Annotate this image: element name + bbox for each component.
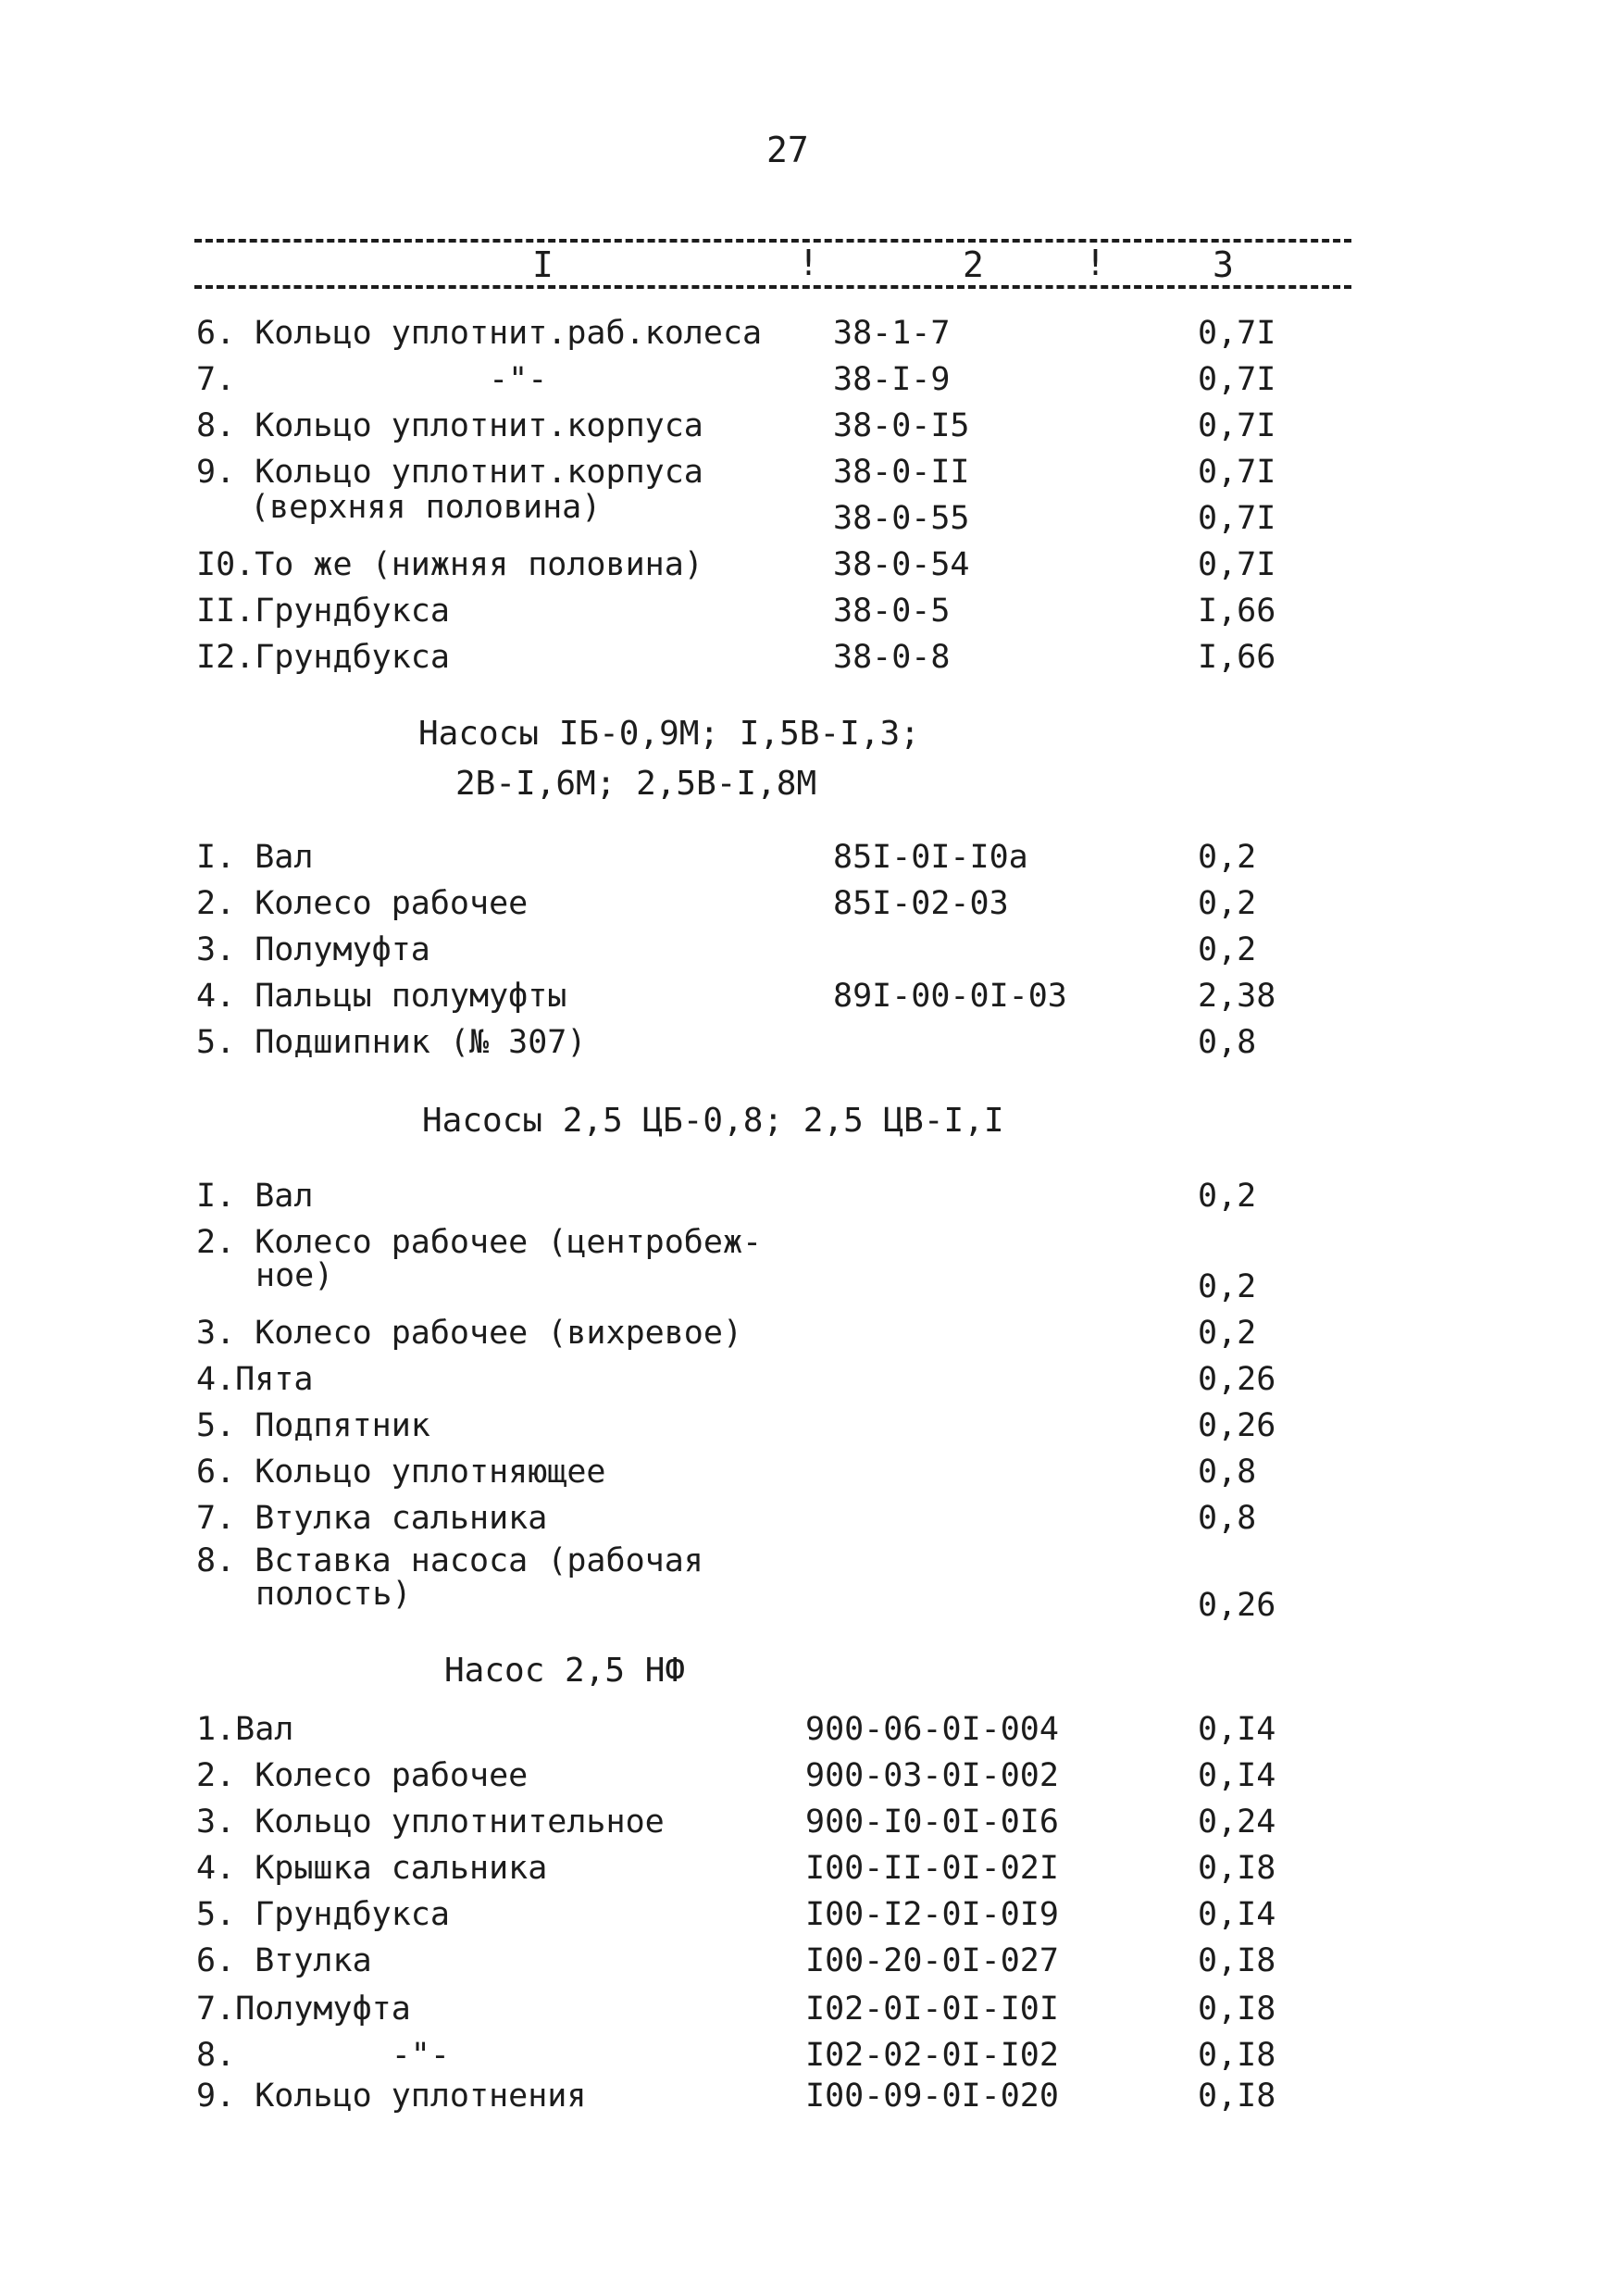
item-value: 0,2 xyxy=(1198,931,1257,968)
table-row xyxy=(0,2037,1618,2083)
item-name-continuation: полость) xyxy=(255,1576,412,1613)
table-row xyxy=(0,593,1618,639)
item-value: 0,7I xyxy=(1198,546,1276,583)
item-name: 8. Кольцо уплотнит.корпуса xyxy=(196,407,703,444)
item-name-continuation: (верхняя половина) xyxy=(250,489,602,526)
item-value: 0,8 xyxy=(1198,1500,1257,1537)
item-code: 38-I-9 xyxy=(833,361,951,398)
item-code: I00-I2-0I-0I9 xyxy=(805,1896,1059,1933)
item-value: 0,7I xyxy=(1198,361,1276,398)
item-code: 89I-00-0I-03 xyxy=(833,978,1067,1015)
item-name: 2. Колесо рабочее (центробеж- xyxy=(196,1224,763,1261)
header-separator-1: ! xyxy=(798,243,819,283)
header-col-1: I xyxy=(532,244,554,285)
item-name: 7. -"- xyxy=(196,361,548,398)
table-row xyxy=(0,361,1618,407)
item-name-continuation: ное) xyxy=(255,1257,334,1294)
item-name: 2. Колесо рабочее xyxy=(196,1757,529,1794)
item-code: 900-06-0I-004 xyxy=(805,1711,1059,1748)
item-code: 38-0-5 xyxy=(833,593,951,630)
item-code: 38-0-55 xyxy=(833,500,970,537)
item-name: 4. Крышка сальника xyxy=(196,1850,548,1887)
item-value: 0,2 xyxy=(1198,1315,1257,1352)
item-code: 38-0-8 xyxy=(833,639,951,676)
item-code: 900-I0-0I-0I6 xyxy=(805,1803,1059,1841)
table-row xyxy=(0,489,1618,535)
item-name: 5. Грундбукса xyxy=(196,1896,450,1933)
item-name: 1.Вал xyxy=(196,1711,294,1748)
item-value: 0,I8 xyxy=(1198,1990,1276,2028)
item-code: 38-0-II xyxy=(833,454,970,491)
item-value: 0,7I xyxy=(1198,500,1276,537)
item-name: 7. Втулка сальника xyxy=(196,1500,548,1537)
table-row xyxy=(0,978,1618,1024)
item-value: 0,2 xyxy=(1198,885,1257,922)
item-name: 6. Кольцо уплотнит.раб.колеса xyxy=(196,315,763,352)
item-value: 0,I4 xyxy=(1198,1896,1276,1933)
table-row xyxy=(0,2078,1618,2124)
item-value: 0,8 xyxy=(1198,1024,1257,1061)
section-title-continuation: 2В-I,6М; 2,5В-I,8М xyxy=(455,765,817,803)
item-value: I,66 xyxy=(1198,593,1276,630)
item-value: 0,26 xyxy=(1198,1587,1276,1624)
item-name: I0.То же (нижняя половина) xyxy=(196,546,703,583)
item-name: 3. Полумуфта xyxy=(196,931,430,968)
item-code: 38-0-I5 xyxy=(833,407,970,444)
table-row xyxy=(0,1803,1618,1850)
item-code: I02-02-0I-I02 xyxy=(805,2037,1059,2074)
item-name: 8. -"- xyxy=(196,2037,450,2074)
item-code: I02-0I-0I-I0I xyxy=(805,1990,1059,2028)
table-row xyxy=(0,546,1618,593)
table-row xyxy=(0,885,1618,931)
item-code: 85I-02-03 xyxy=(833,885,1009,922)
item-value: 0,I4 xyxy=(1198,1757,1276,1794)
item-name: 9. Кольцо уплотнит.корпуса xyxy=(196,454,703,491)
item-value: 0,2 xyxy=(1198,839,1257,876)
item-name: I. Вал xyxy=(196,1178,314,1215)
section-title: Насос 2,5 НФ xyxy=(444,1652,686,1690)
item-name: 3. Кольцо уплотнительное xyxy=(196,1803,665,1841)
table-row xyxy=(0,931,1618,978)
table-row xyxy=(0,1711,1618,1757)
item-name: 7.Полумуфта xyxy=(196,1990,411,2028)
item-value: 0,8 xyxy=(1198,1454,1257,1491)
item-name: 5. Подшипник (№ 307) xyxy=(196,1024,587,1061)
item-value: 0,26 xyxy=(1198,1407,1276,1444)
table-row xyxy=(0,1850,1618,1896)
section-title: Насосы 2,5 ЦБ-0,8; 2,5 ЦВ-I,I xyxy=(422,1102,1004,1140)
item-value: 0,2 xyxy=(1198,1268,1257,1305)
item-code: 900-03-0I-002 xyxy=(805,1757,1059,1794)
item-value: 0,7I xyxy=(1198,315,1276,352)
item-value: 0,I8 xyxy=(1198,1942,1276,1979)
table-row xyxy=(0,639,1618,685)
section-title: Насосы IБ-0,9М; I,5В-I,3; xyxy=(418,715,920,753)
table-row xyxy=(0,1257,1618,1304)
item-value: 0,2 xyxy=(1198,1178,1257,1215)
item-name: II.Грундбукса xyxy=(196,593,450,630)
table-row xyxy=(0,1407,1618,1454)
item-value: 0,7I xyxy=(1198,407,1276,444)
page-number: 27 xyxy=(766,130,809,170)
item-name: 4. Пальцы полумуфты xyxy=(196,978,567,1015)
item-name: I2.Грундбукса xyxy=(196,639,450,676)
item-name: 2. Колесо рабочее xyxy=(196,885,529,922)
item-value: 0,I8 xyxy=(1198,2037,1276,2074)
item-name: 3. Колесо рабочее (вихревое) xyxy=(196,1315,743,1352)
table-row xyxy=(0,1990,1618,2037)
item-code: I00-20-0I-027 xyxy=(805,1942,1059,1979)
item-name: 4.Пята xyxy=(196,1361,314,1398)
item-code: I00-09-0I-020 xyxy=(805,2078,1059,2115)
table-row xyxy=(0,1757,1618,1803)
item-code: 38-0-54 xyxy=(833,546,970,583)
table-row xyxy=(0,1178,1618,1224)
header-col-3: 3 xyxy=(1213,244,1234,285)
header-top-rule xyxy=(194,239,1351,243)
header-separator-2: ! xyxy=(1085,243,1106,283)
item-code: I00-II-0I-02I xyxy=(805,1850,1059,1887)
item-name: I. Вал xyxy=(196,839,314,876)
item-name: 8. Вставка насоса (рабочая xyxy=(196,1542,703,1579)
item-name: 6. Втулка xyxy=(196,1942,372,1979)
table-row xyxy=(0,839,1618,885)
item-value: 0,7I xyxy=(1198,454,1276,491)
header-col-2: 2 xyxy=(963,244,984,285)
item-name: 9. Кольцо уплотнения xyxy=(196,2078,587,2115)
item-name: 5. Подпятник xyxy=(196,1407,430,1444)
table-row xyxy=(0,407,1618,454)
table-row xyxy=(0,1500,1618,1546)
table-row xyxy=(0,1896,1618,1942)
table-row xyxy=(0,1942,1618,1989)
item-value: 2,38 xyxy=(1198,978,1276,1015)
item-code: 85I-0I-I0а xyxy=(833,839,1028,876)
item-value: I,66 xyxy=(1198,639,1276,676)
item-value: 0,I8 xyxy=(1198,1850,1276,1887)
table-row xyxy=(0,1361,1618,1407)
table-row xyxy=(0,1454,1618,1500)
table-row xyxy=(0,1576,1618,1622)
item-value: 0,24 xyxy=(1198,1803,1276,1841)
header-bottom-rule xyxy=(194,285,1351,289)
item-code: 38-1-7 xyxy=(833,315,951,352)
table-row xyxy=(0,1024,1618,1070)
item-value: 0,26 xyxy=(1198,1361,1276,1398)
table-row xyxy=(0,315,1618,361)
item-value: 0,I8 xyxy=(1198,2078,1276,2115)
table-row xyxy=(0,1315,1618,1361)
item-value: 0,I4 xyxy=(1198,1711,1276,1748)
item-name: 6. Кольцо уплотняющее xyxy=(196,1454,606,1491)
